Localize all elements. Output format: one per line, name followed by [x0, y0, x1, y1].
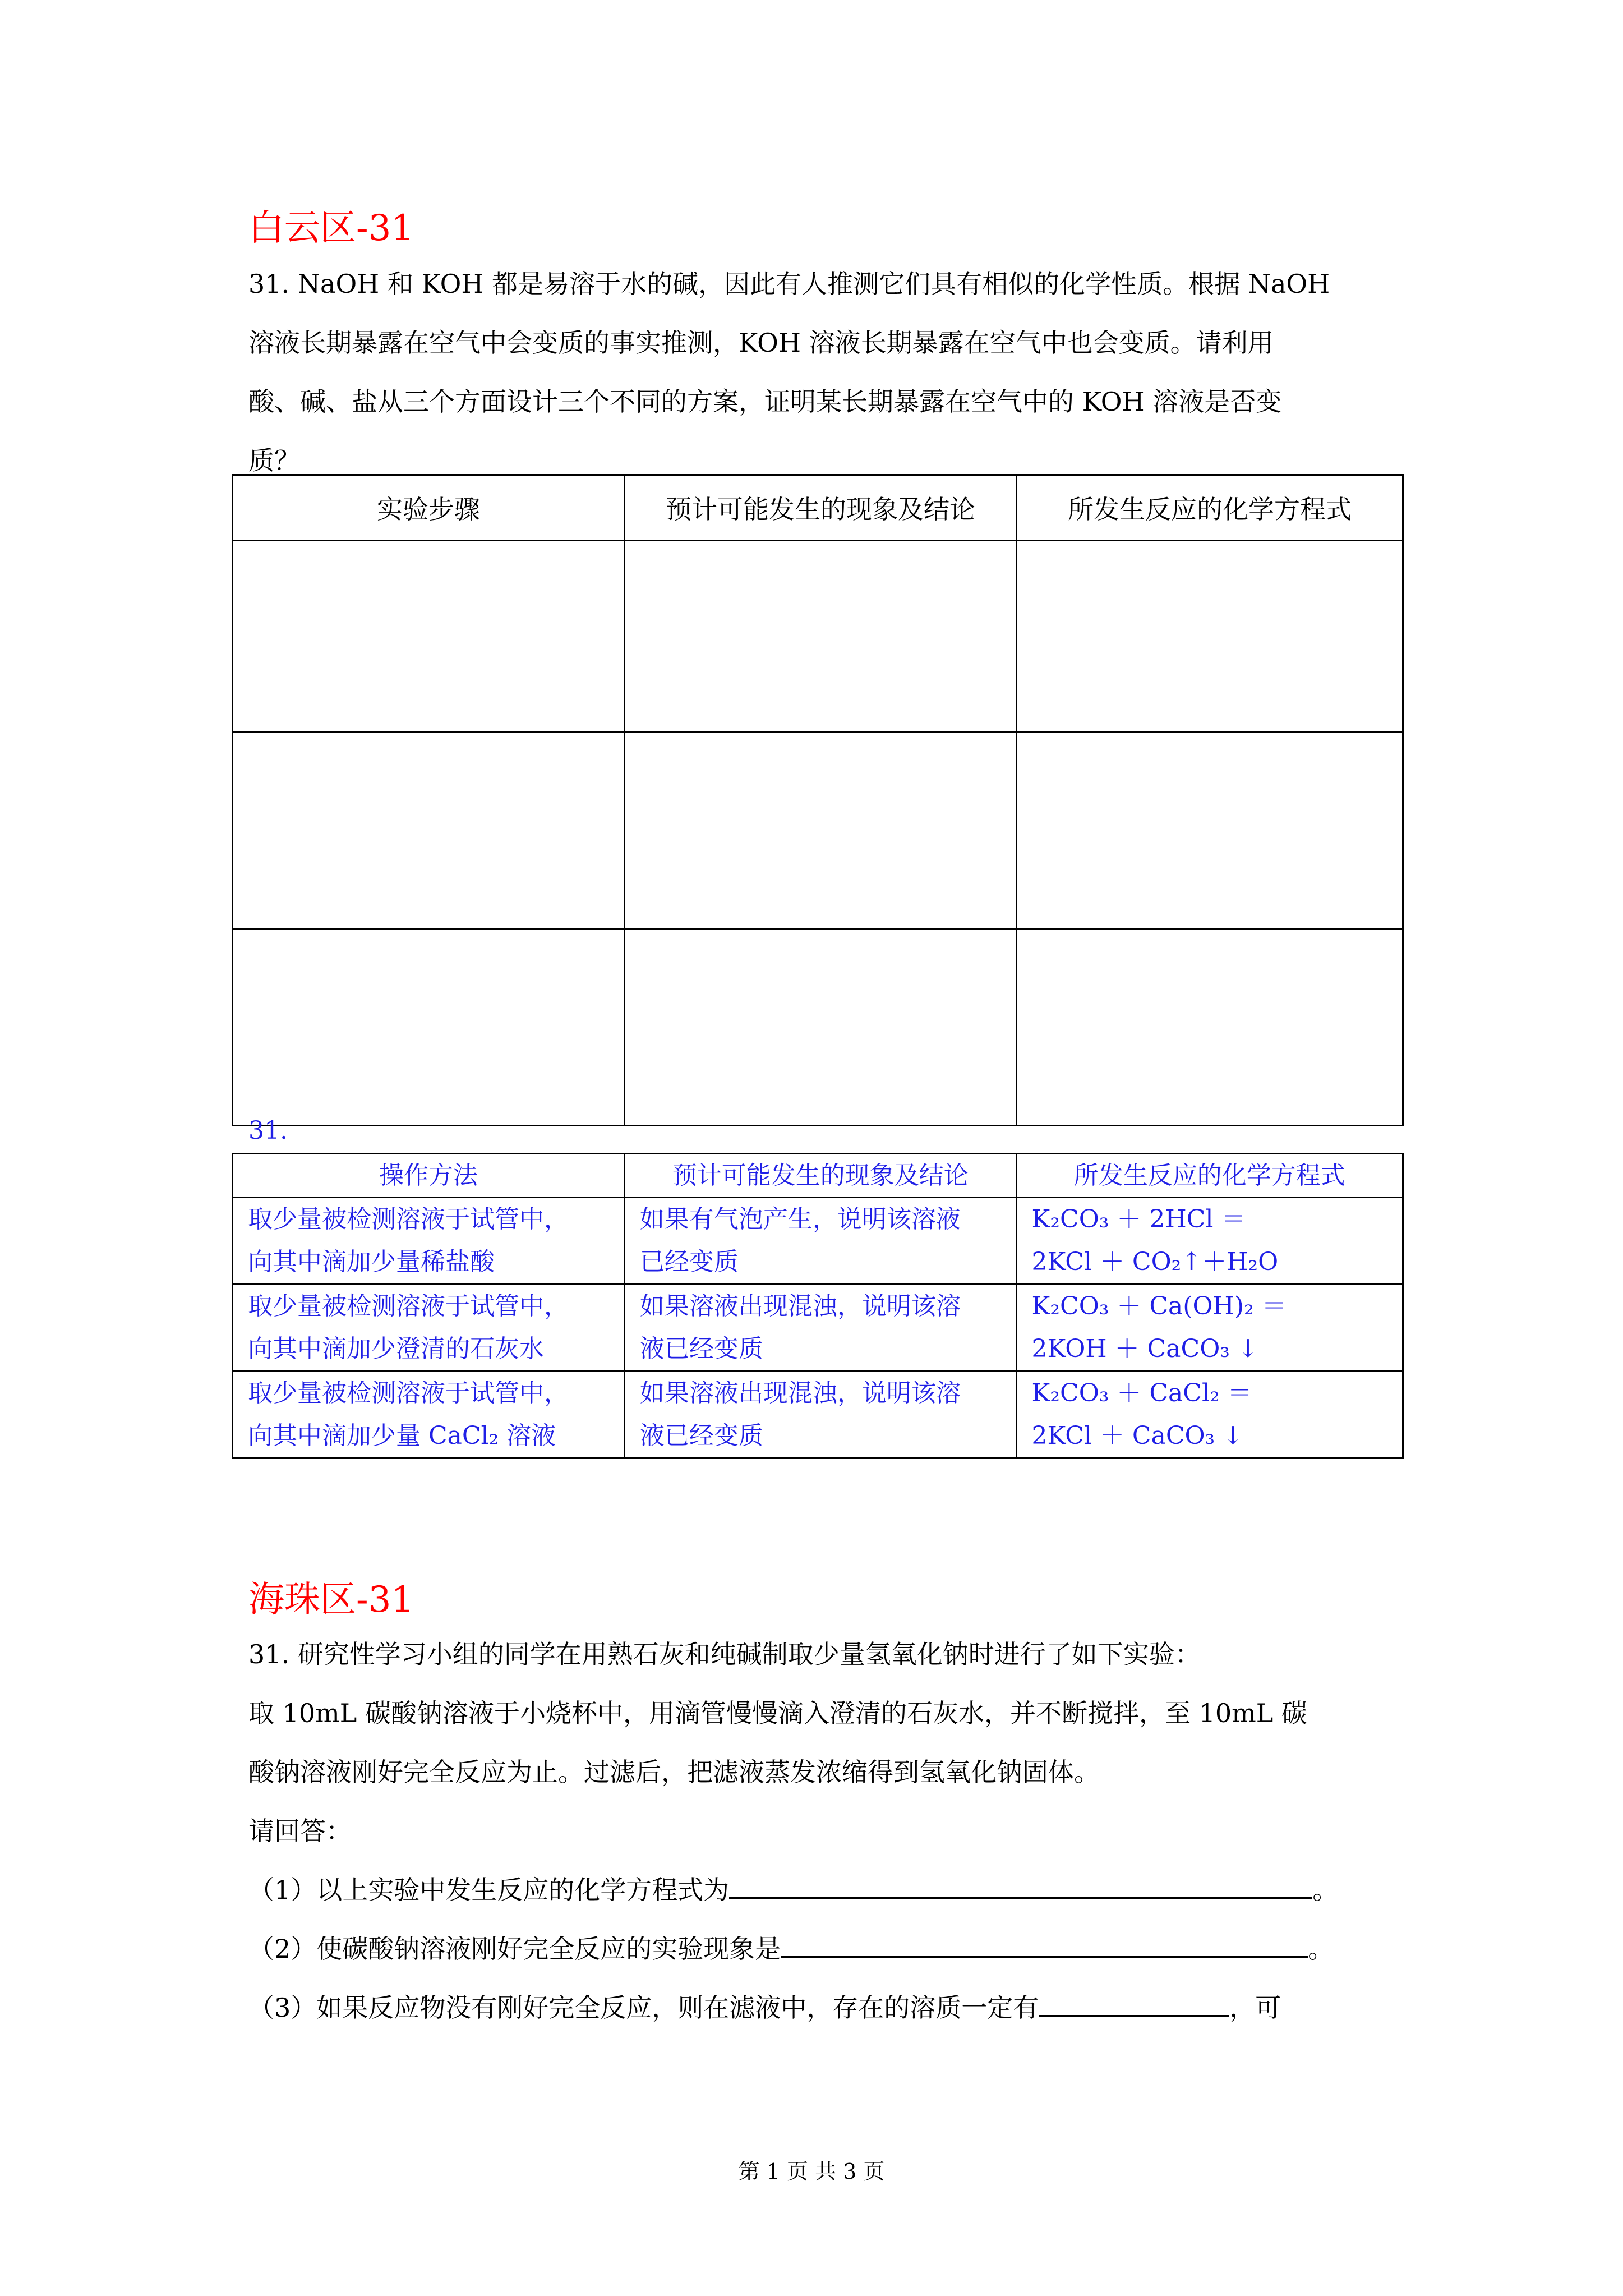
intro-line: 酸钠溶液刚好完全反应为止。过滤后，把滤液蒸发浓缩得到氢氧化钠固体。: [248, 1757, 1100, 1787]
table-row: [233, 732, 1403, 929]
table-header-row: [233, 475, 1403, 541]
answer-table: [232, 1153, 1404, 1459]
header-cell: 预计可能发生的现象及结论: [624, 1154, 1016, 1198]
cell-line: 液已经变质: [639, 1421, 763, 1450]
question-31-haizhu-text: [248, 1625, 1404, 2037]
table-row: [233, 929, 1403, 1126]
intro-line: 31. 研究性学习小组的同学在用熟石灰和纯碱制取少量氢氧化钠时进行了如下实验：: [248, 1639, 1201, 1669]
section-title-baiyun: 白云区-31: [248, 208, 414, 249]
cell-line: K₂CO₃ ＋ Ca(OH)₂ ＝: [1031, 1292, 1287, 1320]
empty-cell: [233, 732, 625, 929]
cell-line: 向其中滴加少量稀盐酸: [248, 1248, 495, 1276]
answer-blank[interactable]: [729, 1874, 1312, 1899]
equation-cell: [1016, 1285, 1403, 1372]
header-cell: 实验步骤: [233, 475, 625, 541]
empty-cell: [624, 541, 1016, 732]
sub-question-text: （3）如果反应物没有刚好完全反应，则在滤液中，存在的溶质一定有: [248, 1993, 1039, 2023]
empty-cell: [1016, 541, 1403, 732]
cell-line: 如果有气泡产生，说明该溶液: [639, 1205, 961, 1234]
cell-line: 如果溶液出现混浊，说明该溶: [639, 1379, 961, 1407]
answer-row: [233, 1285, 1403, 1372]
intro-line: 取 10mL 碳酸钠溶液于小烧杯中，用滴管慢慢滴入澄清的石灰水，并不断搅拌，至 10mL 碳: [248, 1698, 1307, 1728]
result-cell: [624, 1372, 1016, 1458]
empty-cell: [624, 929, 1016, 1126]
header-cell: 预计可能发生的现象及结论: [624, 475, 1016, 541]
page-footer: 第 1 页 共 3 页: [738, 2159, 885, 2184]
answer-row: [233, 1198, 1403, 1285]
empty-cell: [233, 929, 625, 1126]
answer-blank[interactable]: [1039, 1991, 1229, 2017]
operation-cell: [233, 1198, 625, 1285]
section-title-haizhu: 海珠区-31: [248, 1579, 414, 1621]
sub-question-text: （2）使碳酸钠溶液刚好完全反应的实验现象是: [248, 1934, 781, 1964]
question-line: 溶液长期暴露在空气中会变质的事实推测，KOH 溶液长期暴露在空气中也会变质。请利用: [248, 328, 1274, 358]
sub-question-end: ，可: [1229, 1993, 1281, 2023]
cell-line: 2KCl ＋ CO₂↑＋H₂O: [1031, 1248, 1279, 1276]
operation-cell: [233, 1285, 625, 1372]
cell-line: 向其中滴加少澄清的石灰水: [248, 1335, 544, 1363]
intro-line: 请回答：: [248, 1816, 352, 1846]
empty-cell: [1016, 929, 1403, 1126]
answer-number: 31.: [248, 1116, 288, 1145]
cell-line: 向其中滴加少量 CaCl₂ 溶液: [248, 1421, 556, 1450]
result-cell: [624, 1285, 1016, 1372]
empty-cell: [233, 541, 625, 732]
table-row: [233, 541, 1403, 732]
sub-question-text: （1）以上实验中发生反应的化学方程式为: [248, 1875, 730, 1905]
cell-line: K₂CO₃ ＋ 2HCl ＝: [1031, 1205, 1246, 1234]
header-cell: 操作方法: [233, 1154, 625, 1198]
answer-row: [233, 1372, 1403, 1458]
equation-cell: [1016, 1372, 1403, 1458]
header-cell: 所发生反应的化学方程式: [1016, 475, 1403, 541]
equation-cell: [1016, 1198, 1403, 1285]
cell-line: 如果溶液出现混浊，说明该溶: [639, 1292, 961, 1320]
answer-blank[interactable]: [781, 1932, 1308, 1958]
operation-cell: [233, 1372, 625, 1458]
sub-question-3: [248, 1978, 1404, 2037]
question-line: 酸、碱、盐从三个方面设计三个不同的方案，证明某长期暴露在空气中的 KOH 溶液是否变: [248, 386, 1282, 417]
answer-header-row: [233, 1154, 1403, 1198]
cell-line: 液已经变质: [639, 1335, 763, 1363]
cell-line: 取少量被检测溶液于试管中，: [248, 1379, 569, 1407]
cell-line: 2KCl ＋ CaCO₃ ↓: [1031, 1421, 1244, 1450]
sub-question-end: 。: [1308, 1934, 1334, 1964]
question-31-text: [248, 255, 1404, 490]
question-line: 31. NaOH 和 KOH 都是易溶于水的碱，因此有人推测它们具有相似的化学性质。根据 NaOH: [248, 269, 1330, 299]
cell-line: K₂CO₃ ＋ CaCl₂ ＝: [1031, 1379, 1252, 1407]
cell-line: 取少量被检测溶液于试管中，: [248, 1292, 569, 1320]
cell-line: 2KOH ＋ CaCO₃ ↓: [1031, 1335, 1258, 1363]
cell-line: 取少量被检测溶液于试管中，: [248, 1205, 569, 1234]
result-cell: [624, 1198, 1016, 1285]
sub-question-2: [248, 1920, 1404, 1978]
sub-question-end: 。: [1312, 1875, 1339, 1905]
empty-cell: [624, 732, 1016, 929]
question-table: [232, 474, 1404, 1126]
empty-cell: [1016, 732, 1403, 929]
header-cell: 所发生反应的化学方程式: [1016, 1154, 1403, 1198]
cell-line: 已经变质: [639, 1248, 739, 1276]
question-line: 质？: [248, 445, 300, 476]
sub-question-1: [248, 1861, 1404, 1920]
